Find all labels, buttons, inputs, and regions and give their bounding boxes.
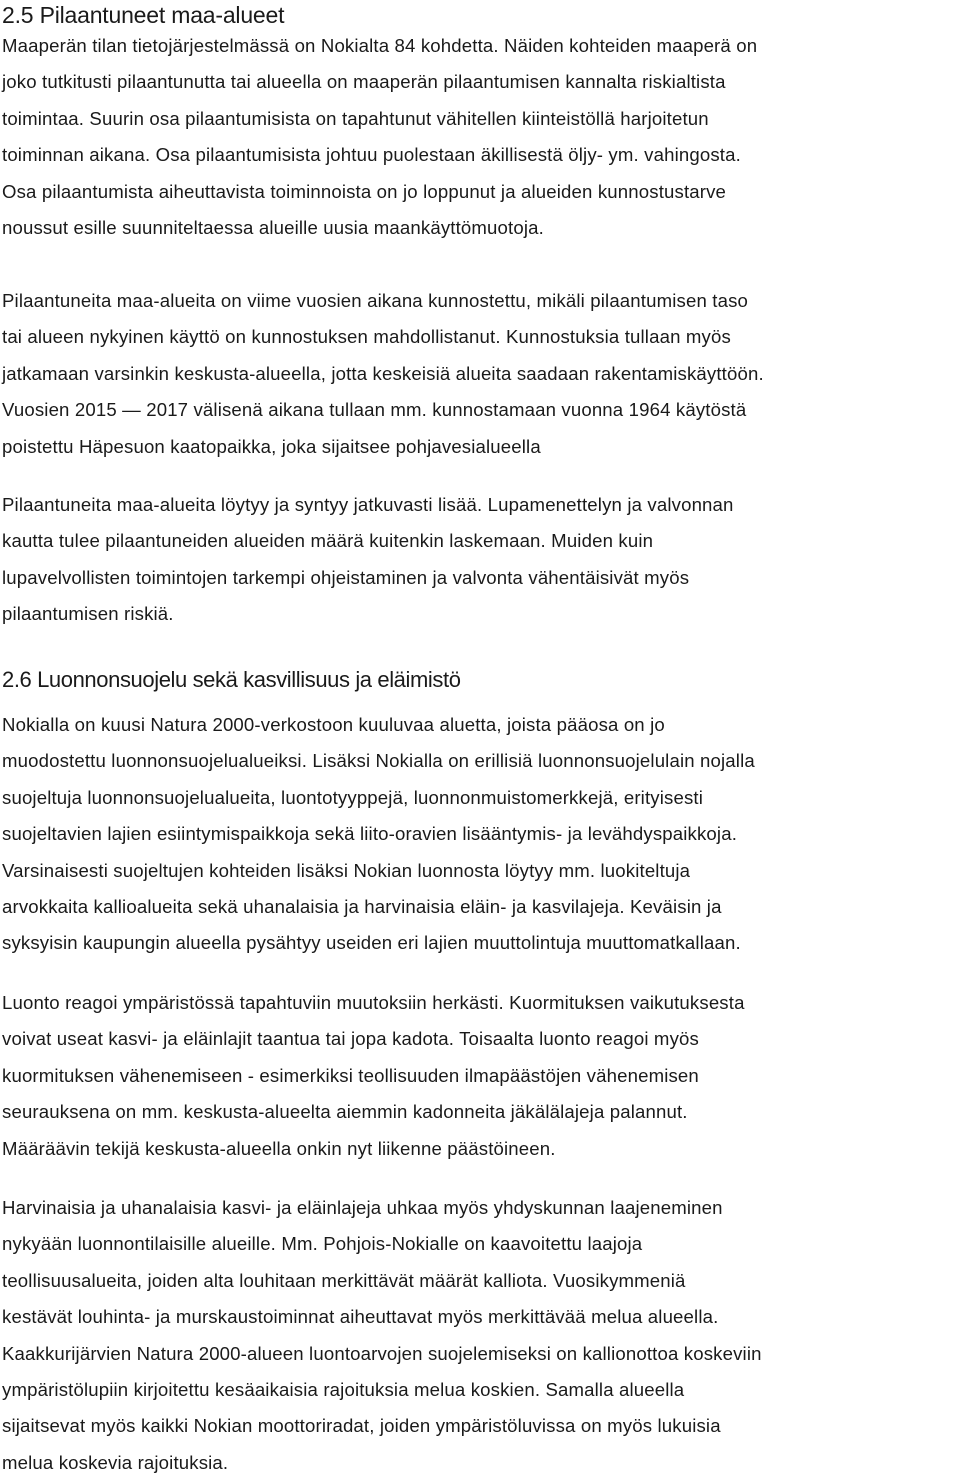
- text-line: noussut esille suunniteltaessa alueille uusia maankäyttömuotoja.: [2, 217, 544, 239]
- text-line: tai alueen nykyinen käyttö on kunnostuksen mahdollistanut. Kunnostuksia tullaan myös: [2, 326, 731, 348]
- section-heading-2-5: 2.5 Pilaantuneet maa-alueet: [2, 2, 285, 28]
- text-line: Kaakkurijärvien Natura 2000-alueen luontoarvojen suojelemiseksi on kallionottoa koskeviin: [2, 1342, 762, 1364]
- text-line: poistettu Häpesuon kaatopaikka, joka sijaitsee pohjavesialueella: [2, 435, 541, 457]
- text-line: muodostettu luonnonsuojelualueiksi. Lisäksi Nokialla on erillisiä luonnonsuojelulain nojalla: [2, 750, 755, 772]
- text-line: lupavelvollisten toimintojen tarkempi ohjeistaminen ja valvonta vähentäisivät myös: [2, 566, 690, 588]
- text-line: Maaperän tilan tietojärjestelmässä on Nokialta 84 kohdetta. Näiden kohteiden maaperä on: [2, 35, 758, 56]
- text-line: Vuosien 2015 — 2017 välisenä aikana tullaan mm. kunnostamaan vuonna 1964 käytöstä: [2, 399, 747, 421]
- text-line: melua koskevia rajoituksia.: [2, 1451, 229, 1473]
- paragraph-nature-reacts: [2, 985, 960, 1167]
- paragraph-rare-species-threats: [2, 1190, 960, 1481]
- text-line: suojeltavien lajien esiintymispaikkoja sekä liito-oravien lisääntymis- ja levähdyspaikkoja.: [2, 823, 738, 845]
- text-line: sijaitsevat myös kaikki Nokian moottoriradat, joiden ympäristöluvissa on myös lukuisia: [2, 1415, 721, 1437]
- text-line: teollisuusalueita, joiden alta louhitaan merkittävät määrät kalliota. Vuosikymmeniä: [2, 1269, 686, 1291]
- paragraph-new-contaminated-sites: [2, 487, 960, 633]
- text-line: Pilaantuneita maa-alueita on viime vuosien aikana kunnostettu, mikäli pilaantumisen taso: [2, 290, 749, 311]
- text-line: suojeltuja luonnonsuojelualueita, luontotyyppejä, luonnonmuistomerkkejä, erityisesti: [2, 786, 703, 808]
- text-line: kestävät louhinta- ja murskaustoiminnat aiheuttavat myös merkittävää melua alueella.: [2, 1306, 719, 1328]
- text-line: joko tutkitusti pilaantunutta tai alueella on maaperän pilaantumisen kannalta riskialtista: [2, 71, 726, 93]
- paragraph-remediation: [2, 283, 960, 465]
- section-heading-2-6: 2.6 Luonnonsuojelu sekä kasvillisuus ja eläimistö: [2, 667, 461, 692]
- text-line: syksyisin kaupungin alueella pysähtyy useiden eri lajien muuttolintuja muuttomatkallaan.: [2, 932, 741, 954]
- text-line: Harvinaisia ja uhanalaisia kasvi- ja eläinlajeja uhkaa myös yhdyskunnan laajeneminen: [2, 1197, 723, 1218]
- paragraph-contaminated-sites-intro: [2, 28, 960, 246]
- text-line: Osa pilaantumista aiheuttavista toiminnoista on jo loppunut ja alueiden kunnostustarve: [2, 180, 727, 202]
- text-line: Luonto reagoi ympäristössä tapahtuviin muutoksiin herkästi. Kuormituksen vaikutuksesta: [2, 992, 745, 1013]
- text-line: toimintaa. Suurin osa pilaantumisista on tapahtunut vähitellen kiinteistöllä harjoitetun: [2, 107, 709, 129]
- text-line: Määräävin tekijä keskusta-alueella onkin nyt liikenne päästöineen.: [2, 1137, 556, 1159]
- text-line: pilaantumisen riskiä.: [2, 603, 174, 625]
- text-line: ympäristölupiin kirjoitettu kesäaikaisia rajoituksia melua koskien. Samalla alueella: [2, 1379, 685, 1401]
- text-line: arvokkaita kallioalueita sekä uhanalaisia ja harvinaisia eläin- ja kasvilajeja. Keväisin ja: [2, 896, 722, 918]
- text-line: jatkamaan varsinkin keskusta-alueella, jotta keskeisiä alueita saadaan rakentamiskäyttöön.: [2, 362, 764, 384]
- text-line: nykyään luonnontilaisille alueille. Mm. Pohjois-Nokialle on kaavoitettu laajoja: [2, 1233, 643, 1255]
- text-line: Pilaantuneita maa-alueita löytyy ja syntyy jatkuvasti lisää. Lupamenettelyn ja valvonnan: [2, 494, 734, 515]
- text-line: Nokialla on kuusi Natura 2000-verkostoon kuuluvaa aluetta, joista pääosa on jo: [2, 714, 665, 735]
- paragraph-protected-areas: [2, 707, 960, 962]
- text-line: Varsinaisesti suojeltujen kohteiden lisäksi Nokian luonnosta löytyy mm. luokiteltuja: [2, 859, 691, 881]
- text-line: voivat useat kasvi- ja eläinlajit taantua tai jopa kadota. Toisaalta luonto reagoi myös: [2, 1028, 699, 1050]
- text-line: kuormituksen vähenemiseen - esimerkiksi teollisuuden ilmapäästöjen vähenemisen: [2, 1064, 699, 1086]
- text-line: seurauksena on mm. keskusta-alueelta aiemmin kadonneita jäkälälajeja palannut.: [2, 1101, 688, 1123]
- text-line: toiminnan aikana. Osa pilaantumisista johtuu puolestaan äkillisestä öljy- ym. vahingosta.: [2, 144, 741, 166]
- text-line: kautta tulee pilaantuneiden alueiden määrä kuitenkin laskemaan. Muiden kuin: [2, 530, 654, 552]
